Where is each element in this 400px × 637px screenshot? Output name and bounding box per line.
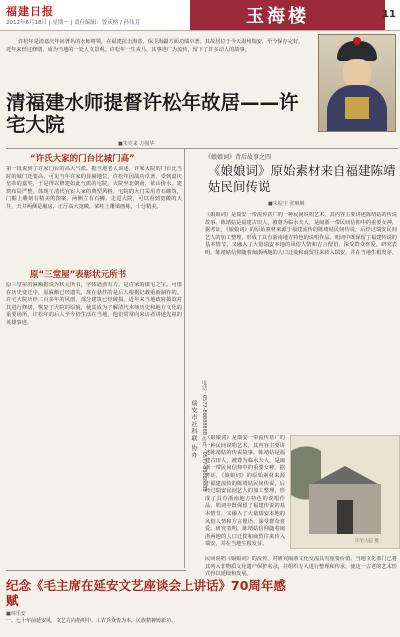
article2-headline: 《娘娘词》原始素材来自福建陈靖姑民间传说 <box>208 163 396 194</box>
subheading-2 <box>30 268 126 280</box>
subheading-1 <box>30 152 135 164</box>
masthead-info: 2012年6月18日 | 星期一 | 责任编辑：曾庆榕 / 孙伟芳 <box>6 20 141 26</box>
series-label: 《娘娘词》背后故事之四 <box>205 154 272 161</box>
illustration-door <box>337 500 353 534</box>
section-title: 玉海楼 <box>246 6 309 27</box>
illustration-caption: 许宅大院 摄 <box>355 539 379 544</box>
portrait-face <box>343 59 371 87</box>
subheading-2-text: 原“三堂屋”表彰状元所书 <box>30 270 127 280</box>
main-byline: ■朱克来 方强华 <box>118 141 155 147</box>
portrait-image <box>318 34 396 132</box>
residence-illustration <box>290 435 400 549</box>
article2-text-cont: 《娘娘词》是瑞安一带流传甚广的一种民间说唱艺术，其内容主要讲述陈靖姑的传说故事。陈靖姑是福建古田人，被尊为临水夫人，是闽浙一带民间信仰中的重要女神。据考证，《娘娘词》的原始素材来源于福建流传的陈靖姑民间传说，后经过瑞安民间艺人的加工整理，形成了具有浙南地方特色的说唱作品。唱词中既保留了福建传说的基本情节，又融入了大量瑞安本地的风俗人情和方言俚语，深受群众喜爱。研究表明，陈靖姑信仰随着闽浙两地的人口迁徙和商贸往来传入瑞安，并在当地生根发芽。 <box>205 435 285 548</box>
article1-section1-text: 第一段说到了许家门台的高大气派。据当地老人讲述，许家大院的门台比当时的城门还要高，可见当年许家的显赫地位。许松年因战功卓著，受到嘉庆皇帝的嘉奖，于是得以修建如此气派的宅院。大院坐北朝南，依山傍水，建筑布局严整，体现了清代官宦人家的典型风格。宅院的大门采用青石砌筑，门楣上雕刻有精美的图案，两侧立有石狮。走进大院，可以看到宽敞的天井，天井两侧是厢房，正厅高大宽敞，梁柱上雕梁画栋，十分精美。 <box>6 166 182 210</box>
lead-paragraph: 许松年是清嘉庆年间著名的水师将领，在福建抗击海盗、保卫海疆方面功绩卓著。其故居位于今天温州瑞安，至今保存完好，近年来经过修缮，成为当地的一处人文景观。许松年一生戎马，其事迹广为流传，留下了许多动人的故事。 <box>6 39 304 53</box>
portrait-hat-button <box>353 37 361 45</box>
subheading-1-text: “许氏大家的门台比城门高” <box>30 154 135 164</box>
section-banner <box>190 0 385 30</box>
masthead-logo: 福建日报 <box>6 5 54 18</box>
article2-text: 《娘娘词》是瑞安一带流传甚广的一种民间说唱艺术，其内容主要讲述陈靖姑的传说故事。陈靖姑是福建古田人，被尊为临水夫人，是闽浙一带民间信仰中的重要女神。据考证，《娘娘词》的原始素材来源于福建流传的陈靖姑民间传说，后经过瑞安民间艺人的加工整理，形成了具有浙南地方特色的说唱作品。唱词中既保留了福建传说的基本情节，又融入了大量瑞安本地的风俗人情和方言俚语，深受群众喜爱。研究表明，陈靖姑信仰随着闽浙两地的人口迁徙和商贸往来传入瑞安，并在当地生根发芽。 <box>205 212 397 256</box>
bottom-headline: 纪念《毛主席在延安文艺座谈会上讲话》70周年感赋 <box>6 578 286 608</box>
main-headline: 清福建水师提督许松年故居——许宅大院 <box>6 91 299 136</box>
page-header <box>0 0 400 31</box>
column-divider <box>184 148 185 568</box>
bottom-byline: ■林乐安 <box>6 611 26 617</box>
sponsor-strip: 瑞安市社科联 协办 <box>190 400 197 459</box>
section-divider <box>6 148 398 149</box>
bottom-poem: 一、七十年前延安风，文艺方向指明中。工农兵众皆为本，民族精神铸新功。 <box>6 618 177 624</box>
article2-byline: ■朱振宇 张琳琳 <box>268 201 305 207</box>
bottom-right-text: 民间说唱《娘娘词》的流传，对研究闽浙文化交流具有重要价值。当地文化部门已将其列入非物质文化遗产保护名录，并组织专人进行整理和传承，使这一古老的艺术形式得以延续和发展。 <box>205 556 397 578</box>
portrait-rank-badge <box>345 97 369 119</box>
bottom-divider <box>6 570 186 571</box>
article1-section2-text: 原三堂屋的匾额据说为状元所书，字体遒劲有力，是许家的镇宅之宝。可惜在历史变迁中，原匾额已经遗失，现在悬挂的是后人根据记载重新制作的。许宅大院历经二百多年的风雨，部分建筑已经破损。近年来当地政府拨款对其进行修缮，恢复了大院的原貌，使其成为了解清代水师历史和地方文化的重要场所。许松年的后人至今仍生活在当地，他们常常向来访者讲述先祖的英雄事迹。 <box>6 282 182 326</box>
contact-strip: 电话：0577-88888888 传真：0577-88888888 <box>201 380 207 492</box>
page-number: 11 <box>382 9 396 20</box>
